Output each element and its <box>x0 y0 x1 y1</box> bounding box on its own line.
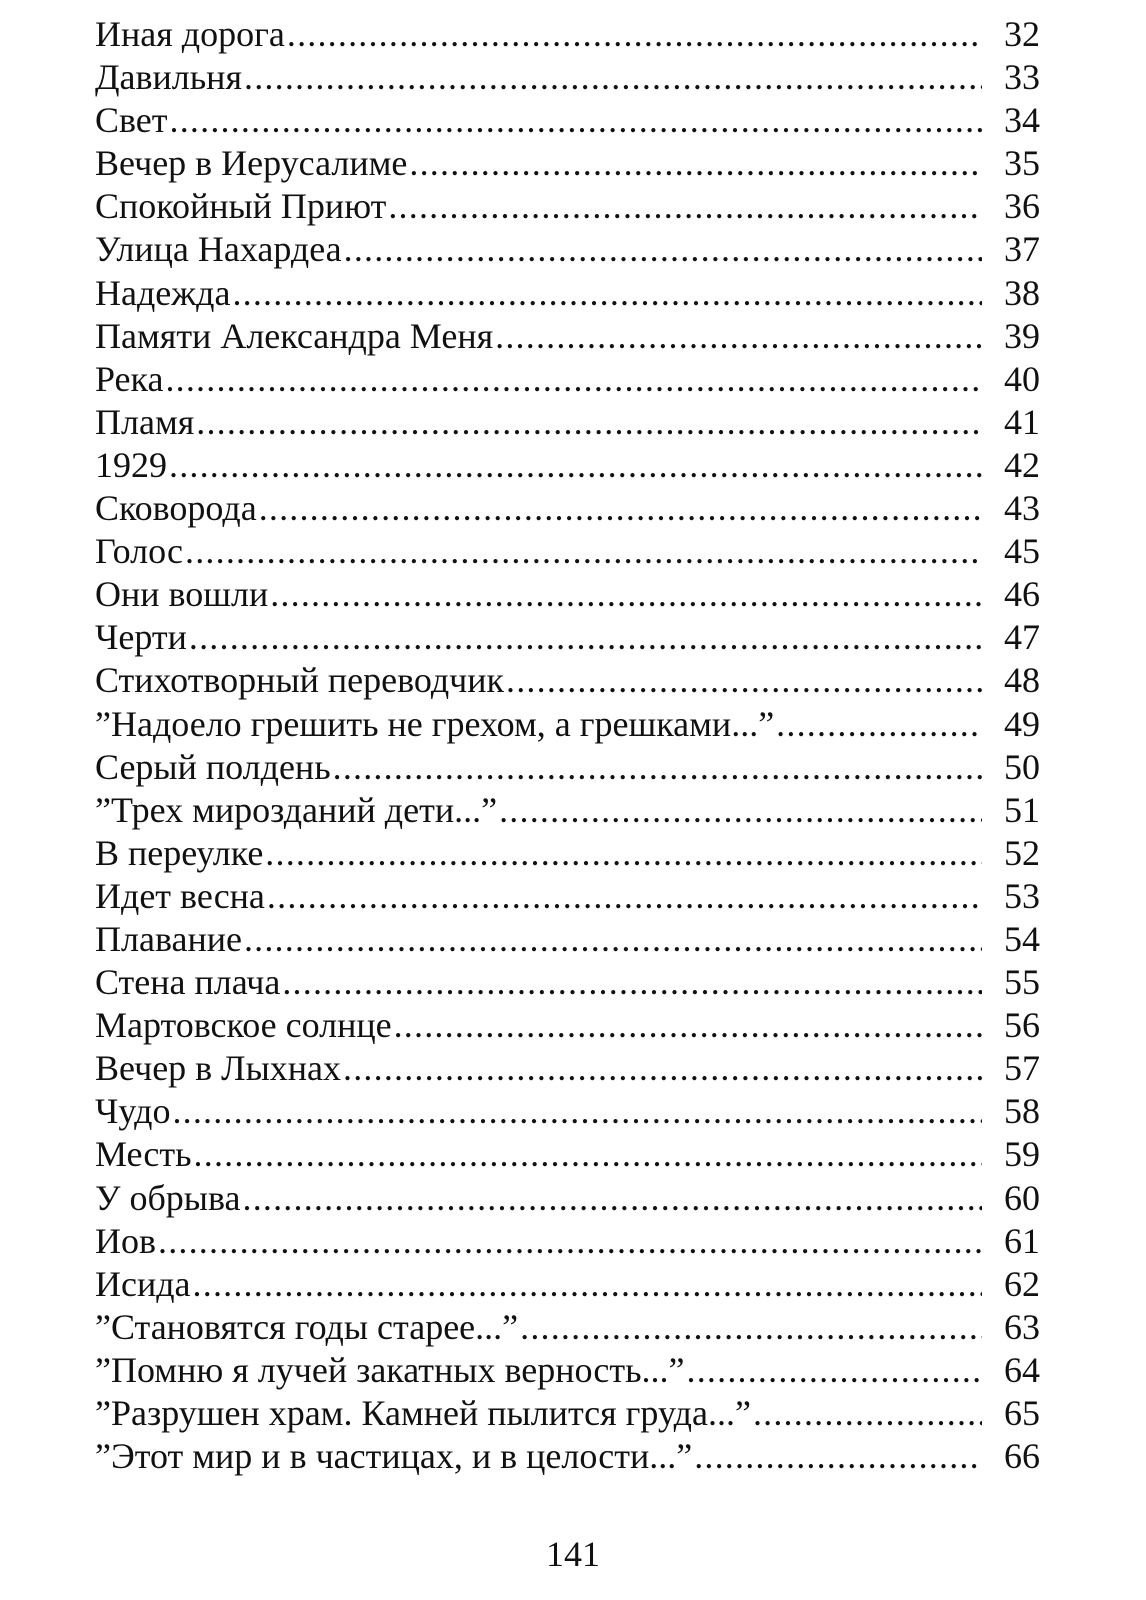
dot-leader <box>694 1435 982 1478</box>
entry-page-number: 53 <box>1004 875 1040 916</box>
toc-entry <box>95 228 1040 271</box>
entry-title: 1929 <box>95 444 167 485</box>
toc-entry <box>95 1349 1040 1392</box>
entry-page-number: 48 <box>1004 660 1040 701</box>
entry-title: Река <box>95 358 164 399</box>
dot-leader <box>506 659 982 702</box>
entry-title: Плавание <box>95 918 242 959</box>
toc-entry <box>95 401 1040 444</box>
toc-entry <box>95 530 1040 573</box>
toc-entry <box>95 1133 1040 1176</box>
entry-page-number: 52 <box>1004 832 1040 873</box>
toc-entry <box>95 1004 1040 1047</box>
entry-title: Стена плача <box>95 962 281 1003</box>
dot-leader <box>287 13 982 56</box>
dot-leader <box>169 444 982 487</box>
dot-leader <box>196 401 982 444</box>
toc-entry <box>95 1392 1040 1435</box>
dot-leader <box>388 185 982 228</box>
entry-page-number: 47 <box>1004 617 1040 658</box>
toc-entry <box>95 142 1040 185</box>
dot-leader <box>776 703 982 746</box>
toc-entry <box>95 1220 1040 1263</box>
entry-page-number: 62 <box>1004 1263 1040 1304</box>
toc-entry <box>95 1090 1040 1133</box>
entry-title: ”Разрушен храм. Камней пылится груда...” <box>95 1393 751 1433</box>
entry-page-number: 46 <box>1004 574 1040 615</box>
toc-entry <box>95 1306 1040 1349</box>
toc-entry <box>95 1263 1040 1306</box>
entry-title: Исида <box>95 1263 191 1304</box>
entry-title: ”Становятся годы старее...” <box>95 1306 519 1347</box>
entry-page-number: 57 <box>1004 1048 1040 1089</box>
dot-leader <box>158 1220 982 1263</box>
entry-title: У обрыва <box>95 1177 241 1218</box>
dot-leader <box>270 573 982 616</box>
entry-title: Иная дорога <box>95 14 285 54</box>
entry-page-number: 33 <box>1004 57 1040 98</box>
entry-title: Черти <box>95 617 187 658</box>
table-of-contents <box>95 13 1040 1478</box>
entry-page-number: 61 <box>1004 1220 1040 1261</box>
entry-title: Памяти Александра Меня <box>95 315 494 356</box>
entry-page-number: 42 <box>1004 444 1040 485</box>
entry-page-number: 45 <box>1004 531 1040 572</box>
toc-entry <box>95 1047 1040 1090</box>
entry-page-number: 65 <box>1004 1393 1040 1433</box>
entry-page-number: 37 <box>1004 229 1040 270</box>
entry-title: ”Этот мир и в частицах, и в целости...” <box>95 1436 693 1477</box>
entry-page-number: 50 <box>1004 746 1040 787</box>
dot-leader <box>687 1349 982 1392</box>
entry-title: Вечер в Лыхнах <box>95 1048 342 1089</box>
entry-page-number: 60 <box>1004 1177 1040 1218</box>
entry-title: Свет <box>95 100 168 141</box>
entry-page-number: 41 <box>1004 401 1040 442</box>
entry-page-number: 34 <box>1004 100 1040 141</box>
entry-title: ”Трех мирозданий дети...” <box>95 789 498 830</box>
dot-leader <box>344 228 982 271</box>
toc-entry <box>95 13 1040 56</box>
toc-entry <box>95 358 1040 401</box>
dot-leader <box>409 142 982 185</box>
dot-leader <box>259 487 982 530</box>
dot-leader <box>265 832 982 875</box>
dot-leader <box>232 272 982 315</box>
dot-leader <box>499 789 982 832</box>
toc-entry <box>95 185 1040 228</box>
entry-page-number: 64 <box>1004 1349 1040 1390</box>
dot-leader <box>333 746 982 789</box>
dot-leader <box>165 358 982 401</box>
toc-entry <box>95 272 1040 315</box>
entry-page-number: 39 <box>1004 315 1040 356</box>
dot-leader <box>244 918 982 961</box>
toc-entry <box>95 1177 1040 1220</box>
toc-entry <box>95 832 1040 875</box>
toc-entry <box>95 315 1040 358</box>
entry-title: В переулке <box>95 832 264 873</box>
entry-page-number: 35 <box>1004 143 1040 184</box>
page-number: 141 <box>546 1534 600 1574</box>
entry-page-number: 63 <box>1004 1306 1040 1347</box>
entry-title: ”Надоело грешить не грехом, а грешками...” <box>95 703 775 744</box>
entry-page-number: 32 <box>1004 14 1040 54</box>
toc-entry <box>95 918 1040 961</box>
dot-leader <box>394 1004 982 1047</box>
entry-page-number: 66 <box>1004 1436 1040 1477</box>
entry-title: Иов <box>95 1220 156 1261</box>
toc-entry <box>95 573 1040 616</box>
toc-entry <box>95 487 1040 530</box>
dot-leader <box>753 1392 982 1435</box>
dot-leader <box>244 56 982 99</box>
toc-entry <box>95 875 1040 918</box>
toc-entry <box>95 746 1040 789</box>
entry-page-number: 56 <box>1004 1005 1040 1046</box>
toc-entry <box>95 99 1040 142</box>
entry-title: Стихотворный переводчик <box>95 660 505 701</box>
entry-title: Серый полдень <box>95 746 331 787</box>
dot-leader <box>172 1090 982 1133</box>
dot-leader <box>170 99 982 142</box>
entry-page-number: 58 <box>1004 1091 1040 1132</box>
entry-page-number: 49 <box>1004 703 1040 744</box>
entry-title: Чудо <box>95 1091 171 1132</box>
toc-entry <box>95 703 1040 746</box>
entry-title: Улица Нахардеа <box>95 229 342 270</box>
entry-page-number: 51 <box>1004 789 1040 830</box>
dot-leader <box>343 1047 982 1090</box>
entry-title: Они вошли <box>95 574 269 615</box>
toc-entry <box>95 961 1040 1004</box>
toc-entry <box>95 56 1040 99</box>
entry-page-number: 38 <box>1004 272 1040 313</box>
entry-title: Спокойный Приют <box>95 186 387 227</box>
dot-leader <box>267 875 982 918</box>
entry-title: Месть <box>95 1134 192 1175</box>
dot-leader <box>189 616 982 659</box>
dot-leader <box>520 1306 982 1349</box>
entry-title: Надежда <box>95 272 231 313</box>
entry-page-number: 55 <box>1004 962 1040 1003</box>
dot-leader <box>193 1263 982 1306</box>
entry-page-number: 54 <box>1004 918 1040 959</box>
dot-leader <box>194 1133 982 1176</box>
dot-leader <box>243 1177 983 1220</box>
toc-entry <box>95 444 1040 487</box>
entry-page-number: 40 <box>1004 358 1040 399</box>
dot-leader <box>185 530 982 573</box>
toc-entry <box>95 616 1040 659</box>
entry-page-number: 43 <box>1004 488 1040 529</box>
entry-title: Пламя <box>95 401 195 442</box>
entry-page-number: 36 <box>1004 186 1040 227</box>
dot-leader <box>495 315 982 358</box>
dot-leader <box>282 961 982 1004</box>
entry-page-number: 59 <box>1004 1134 1040 1175</box>
toc-entry <box>95 789 1040 832</box>
entry-title: Мартовское солнце <box>95 1005 392 1046</box>
entry-title: Вечер в Иерусалиме <box>95 143 408 184</box>
entry-title: Голос <box>95 531 184 572</box>
entry-title: Идет весна <box>95 875 265 916</box>
entry-title: Давильня <box>95 57 243 98</box>
entry-title: ”Помню я лучей закатных верность...” <box>95 1349 685 1390</box>
toc-entry <box>95 1435 1040 1478</box>
entry-title: Сковорода <box>95 488 257 529</box>
toc-entry <box>95 659 1040 702</box>
